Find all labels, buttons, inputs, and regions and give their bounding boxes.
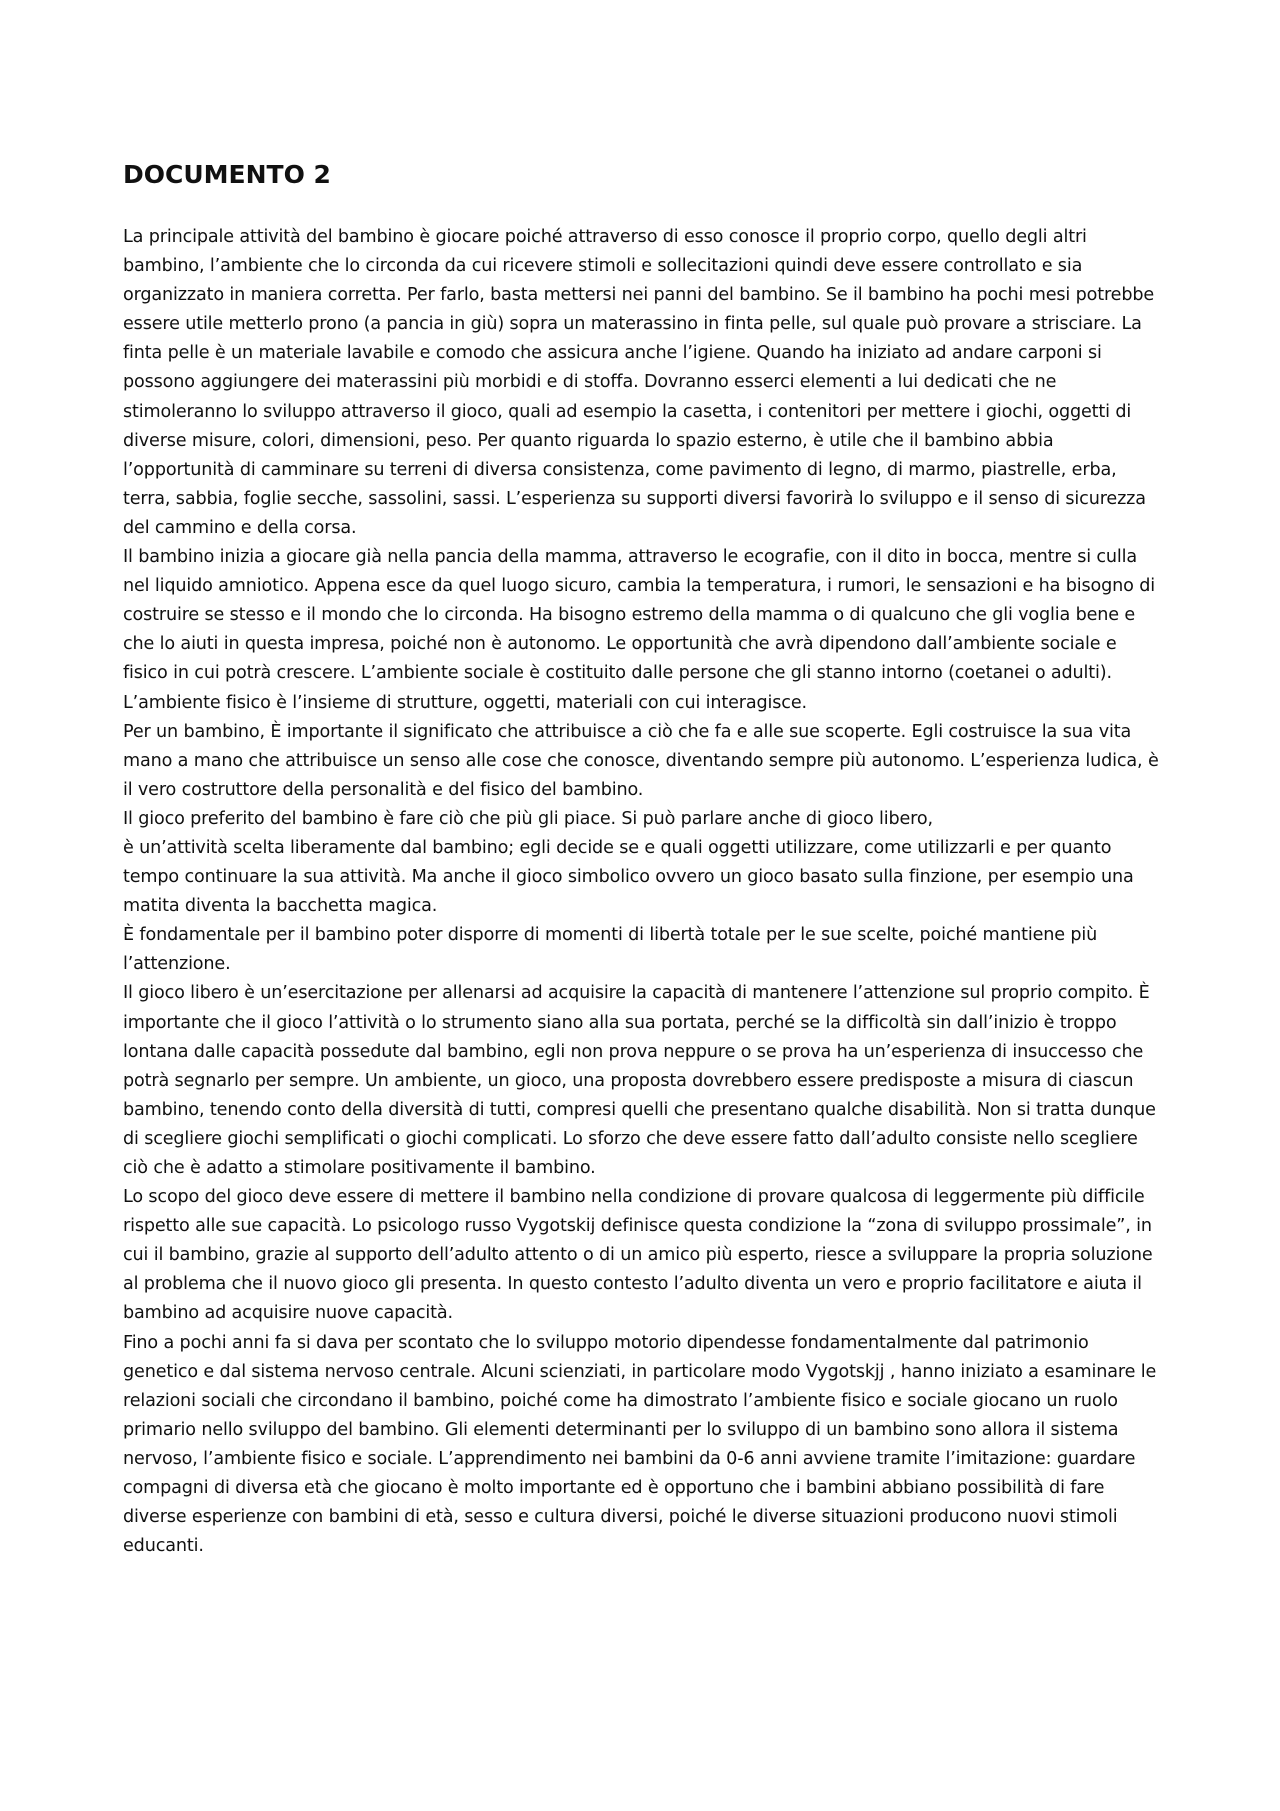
paragraph-4: Il gioco preferito del bambino è fare ciò che più gli piace. Si può parlare anche di gioco libero, (123, 808, 933, 829)
document-content (123, 157, 1163, 1561)
paragraph-3: Per un bambino, È importante il significato che attribuisce a ciò che fa e alle sue scoperte. Egli costruisce la sua vita mano a mano che attribuisce un senso alle cose che conosce, diventando sempre più autonomo. L’esperienza ludica, è il vero costruttore della personalità e del fisico del bambino. (123, 721, 1159, 800)
paragraph-6: È fondamentale per il bambino poter disporre di momenti di libertà totale per le sue scelte, poiché mantiene più l’attenzione. (123, 925, 1098, 975)
paragraph-1: La principale attività del bambino è giocare poiché attraverso di esso conosce il proprio corpo, quello degli altri bambino, l’ambiente che lo circonda da cui ricevere stimoli e sollecitazioni quindi deve essere controllato e sia organizzato in maniera corretta. Per farlo, basta mettersi nei panni del bambino. Se il bambino ha pochi mesi potrebbe essere utile metterlo prono (a pancia in giù) sopra un materassino in finta pelle, sul quale può provare a strisciare. La finta pelle è un materiale lavabile e comodo che assicura anche l’igiene. Quando ha iniziato ad andare carponi si possono aggiungere dei materassini più morbidi e di stoffa. Dovranno esserci elementi a lui dedicati che ne stimoleranno lo sviluppo attraverso il gioco, quali ad esempio la casetta, i contenitori per mettere i giochi, oggetti di diverse misure, colori, dimensioni, peso. Per quanto riguarda lo spazio esterno, è utile che il bambino abbia l’opportunità di camminare su terreni di diversa consistenza, come pavimento di legno, di marmo, piastrelle, erba, terra, sabbia, foglie secche, sassolini, sassi. L’esperienza su supporti diversi favorirà lo sviluppo e il senso di sicurezza del cammino e della corsa. (123, 227, 1155, 538)
document-title: DOCUMENTO 2 (123, 160, 331, 189)
paragraph-9: Fino a pochi anni fa si dava per scontato che lo sviluppo motorio dipendesse fondamentalmente dal patrimonio genetico e dal sistema nervoso centrale. Alcuni scienziati, in particolare modo Vygotskjj , hanno iniziato a esaminare le relazioni sociali che circondano il bambino, poiché come ha dimostrato l’ambiente fisico e sociale giocano un ruolo primario nello sviluppo del bambino. Gli elementi determinanti per lo sviluppo di un bambino sono allora il sistema nervoso, l’ambiente fisico e sociale. L’apprendimento nei bambini da 0-6 anni avviene tramite l’imitazione: guardare compagni di diversa età che giocano è molto importante ed è opportuno che i bambini abbiano possibilità di fare diverse esperienze con bambini di età, sesso e cultura diversi, poiché le diverse situazioni producono nuovi stimoli educanti. (123, 1332, 1157, 1557)
paragraph-2: Il bambino inizia a giocare già nella pancia della mamma, attraverso le ecografie, con il dito in bocca, mentre si culla nel liquido amniotico. Appena esce da quel luogo sicuro, cambia la temperatura, i rumori, le sensazioni e ha bisogno di costruire se stesso e il mondo che lo circonda. Ha bisogno estremo della mamma o di qualcuno che gli voglia bene e che lo aiuti in questa impresa, poiché non è autonomo. Le opportunità che avrà dipendono dall’ambiente sociale e fisico in cui potrà crescere. L’ambiente sociale è costituito dalle persone che gli stanno intorno (coetanei o adulti). L’ambiente fisico è l’insieme di strutture, oggetti, materiali con cui interagisce. (123, 547, 1155, 713)
paragraph-8: Lo scopo del gioco deve essere di mettere il bambino nella condizione di provare qualcosa di leggermente più difficile rispetto alle sue capacità. Lo psicologo russo Vygotskij definisce questa condizione la “zona di sviluppo prossimale”, in cui il bambino, grazie al supporto dell’adulto attento o di un amico più esperto, riesce a sviluppare la propria soluzione al problema che il nuovo gioco gli presenta. In questo contesto l’adulto diventa un vero e proprio facilitatore e aiuta il bambino ad acquisire nuove capacità. (123, 1187, 1153, 1324)
document-body (123, 223, 1163, 1561)
paragraph-5: è un’attività scelta liberamente dal bambino; egli decide se e quali oggetti utilizzare, come utilizzarli e per quanto tempo continuare la sua attività. Ma anche il gioco simbolico ovvero un gioco basato sulla finzione, per esempio una matita diventa la bacchetta magica. (123, 837, 1134, 917)
paragraph-7: Il gioco libero è un’esercitazione per allenarsi ad acquisire la capacità di mantenere l’attenzione sul proprio compito. È importante che il gioco l’attività o lo strumento siano alla sua portata, perché se la difficoltà sin dall’inizio è troppo lontana dalle capacità possedute dal bambino, egli non prova neppure o se prova ha un’esperienza di insuccesso che potrà segnarlo per sempre. Un ambiente, un gioco, una proposta dovrebbero essere predisposte a misura di ciascun bambino, tenendo conto della diversità di tutti, compresi quelli che presentano qualche disabilità. Non si tratta dunque di scegliere giochi semplificati o giochi complicati. Lo sforzo che deve essere fatto dall’adulto consiste nello scegliere ciò che è adatto a stimolare positivamente il bambino. (123, 983, 1156, 1178)
